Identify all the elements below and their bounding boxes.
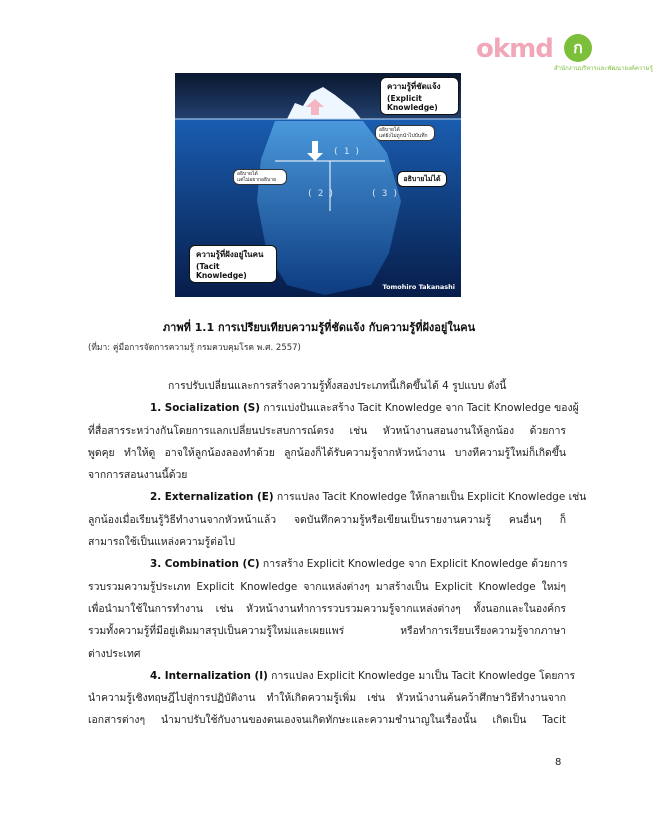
logo-badge-icon: ก: [564, 34, 592, 62]
figure-caption: ภาพที่ 1.1 การเปรียบเทียบความรู้ที่ชัดแจ้ง กับความรู้ที่ฝังอยู่ในคน: [162, 321, 476, 334]
section-3-line-4: รวมทั้งความรู้ที่มีอยู่เดิมมาสรุปเป็นความรู้ใหม่และเผยแพร่ หรือทำการเรียบเรียงความรู้จากภาษา: [88, 625, 566, 638]
region-label-1: ( 1 ): [333, 147, 361, 157]
explicit-knowledge-title-th: ความรู้ที่ชัดแจ้ง: [387, 82, 441, 91]
section-1-line-3: พูดคุย ทำให้ดู อาจให้ลูกน้องลองทำด้วย ลูกน้องก็ได้รับความรู้จากหัวหน้างาน บางทีความรู้ใหม่ก็เกิดขึ้น: [88, 446, 566, 459]
tacit-knowledge-title-th: ความรู้ที่ฝังอยู่ในคน: [196, 250, 264, 259]
section-2-line-1: 2. Externalization (E) การแปลง Tacit Knowledge ให้กลายเป็น Explicit Knowledge เช่น: [150, 491, 587, 504]
section-3-line-1: 3. Combination (C) การสร้าง Explicit Knowledge จาก Explicit Knowledge ด้วยการ: [150, 558, 568, 571]
page-number: 8: [555, 757, 562, 768]
section-4-line-3: เอกสารต่างๆ นำมาปรับใช้กับงานของตนเองจนเกิดทักษะและความชำนาญในเรื่องนั้น เกิดเป็น Tacit: [88, 714, 566, 727]
section-4-line-2: นำความรู้เชิงทฤษฎีไปสู่การปฏิบัติงาน ทำให้เกิดความรู้เพิ่ม เช่น หัวหน้างานค้นคว้าศึกษาวิธีทำงานจาก: [88, 692, 566, 705]
section-2-line-3: สามารถใช้เป็นแหล่งความรู้ต่อไป: [88, 536, 235, 549]
tacit-knowledge-title-en: (Tacit Knowledge): [196, 262, 247, 280]
section-2-heading: 2. Externalization (E): [150, 491, 274, 504]
explicit-knowledge-title-en: (Explicit Knowledge): [387, 94, 438, 112]
note-explainable-not-recorded: อธิบายได้ แต่ยังไม่ถูกนำไปบันทึก: [375, 125, 435, 141]
logo-subtitle: สำนักงานบริหารและพัฒนาองค์ความรู้: [554, 65, 653, 72]
body-text: [88, 375, 587, 732]
tacit-knowledge-callout: [189, 245, 277, 283]
section-1-line-2: ที่สื่อสารระหว่างกันโดยการแลกเปลี่ยนประสบการณ์ตรง เช่น หัวหน้างานสอนงานให้ลูกน้อง ด้วยการ: [88, 424, 566, 437]
region-label-2: ( 2 ): [307, 189, 335, 199]
section-1-line-1: 1. Socialization (S) การแบ่งปันและสร้าง Tacit Knowledge จาก Tacit Knowledge ของผู้: [150, 402, 579, 415]
explicit-knowledge-callout: [380, 77, 459, 115]
section-2-line-2: ลูกน้องเมื่อเรียนรู้วิธีทำงานจากหัวหน้าแล้ว จดบันทึกความรู้หรือเขียนเป็นรายงานความรู้ คนอื่นๆ ก็: [88, 513, 566, 526]
note-explainable-unwilling: อธิบายได้ แต่ไม่อยากอธิบาย: [233, 169, 287, 185]
figure-author: Tomohiro Takanashi: [382, 283, 455, 291]
section-3-line-5: ต่างประเทศ: [88, 647, 141, 660]
iceberg-figure: [175, 73, 461, 297]
section-1-heading: 1. Socialization (S): [150, 402, 260, 415]
section-1-line-4: จากการสอนงานนี้ด้วย: [88, 469, 188, 482]
section-4-heading: 4. Internalization (I): [150, 669, 268, 682]
section-4-line-1: 4. Internalization (I) การแปลง Explicit Knowledge มาเป็น Tacit Knowledge โดยการ: [150, 669, 576, 682]
section-3-line-2: รวบรวมความรู้ประเภท Explicit Knowledge จากแหล่งต่างๆ มาสร้างเป็น Explicit Knowledge ใหม่ๆ: [88, 580, 566, 593]
logo-wordmark: okmd: [476, 34, 553, 64]
okmd-logo: [476, 34, 653, 74]
section-3-line-3: เพื่อนำมาใช้ในการทำงาน เช่น หัวหน้างานทำการรวบรวมความรู้จากแหล่งต่างๆ ทั้งนอกและในองค์กร: [88, 602, 566, 615]
section-3-heading: 3. Combination (C): [150, 558, 260, 571]
note-unexplainable: อธิบายไม่ได้: [397, 171, 447, 187]
intro-paragraph: การปรับเปลี่ยนและการสร้างความรู้ทั้งสองประเภทนี้เกิดขึ้นได้ 4 รูปแบบ ดังนี้: [168, 380, 507, 392]
region-label-3: ( 3 ): [371, 189, 399, 199]
figure-source: (ที่มา: คู่มือการจัดการความรู้ กรมควบคุมโรค พ.ศ. 2557): [88, 343, 301, 353]
